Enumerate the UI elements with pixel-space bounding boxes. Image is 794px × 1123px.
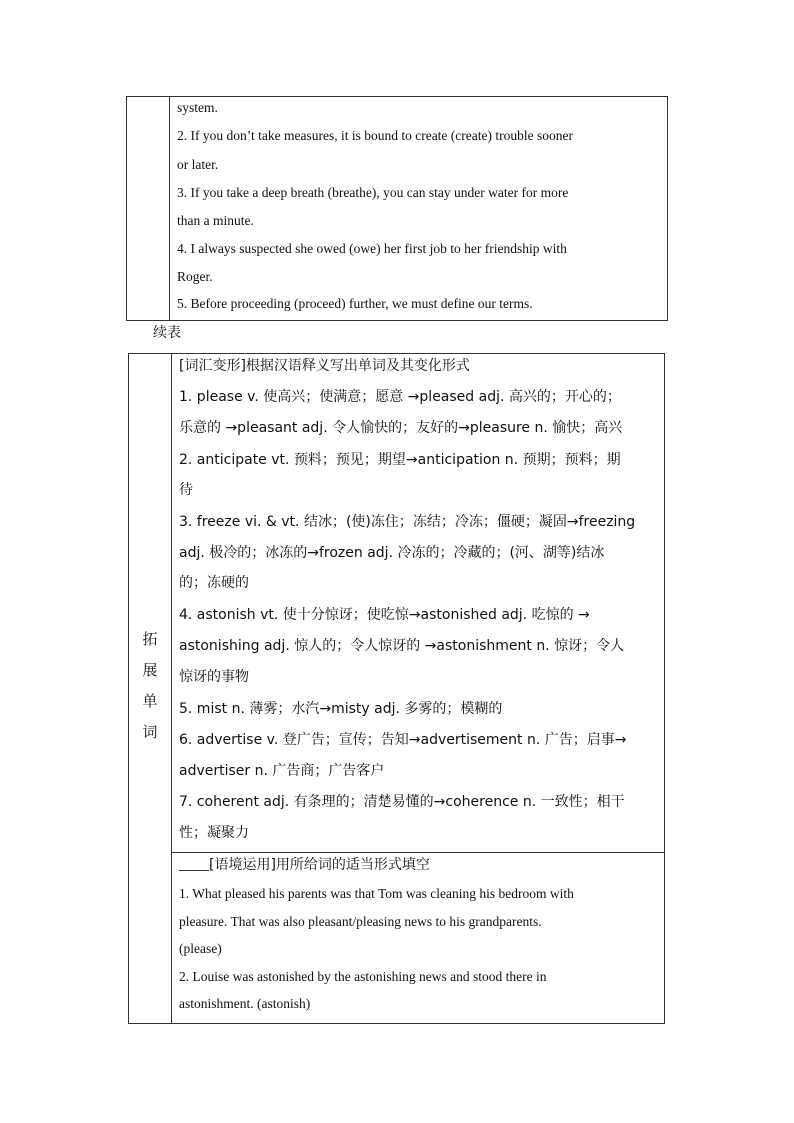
text-line: adj. 极冷的；冰冻的→frozen adj. 冷冻的；冷藏的；(河、湖等)结冰 <box>179 545 605 561</box>
text-line: 惊讶的事物 <box>179 669 249 685</box>
exercise-table-top <box>126 96 668 321</box>
text-line: 4. I always suspected she owed (owe) her first job to her friendship with <box>177 241 567 256</box>
text-line: 5. mist n. 薄雾；水汽→misty adj. 多雾的；模糊的 <box>179 701 503 717</box>
text-line: 的；冻硬的 <box>179 575 249 591</box>
section-title <box>179 856 430 874</box>
side-label <box>129 624 171 748</box>
blank-line <box>179 857 209 871</box>
text-line: 5. Before proceeding (proceed) further, we must define our terms. <box>177 296 533 311</box>
text-line: (please) <box>179 941 222 956</box>
text-line: 7. coherent adj. 有条理的；清楚易懂的→coherence n. 一致性；相干 <box>179 794 625 810</box>
text-line: Roger. <box>177 269 213 284</box>
side-char: 单 <box>142 692 158 710</box>
text-line: 6. advertise v. 登广告；宣传；告知→advertisement n. 广告；启事→ <box>179 732 627 748</box>
section-title-text: [语境运用]用所给词的适当形式填空 <box>209 857 430 873</box>
row-divider <box>171 852 664 853</box>
text-line: astonishing adj. 惊人的；令人惊讶的 →astonishment n. 惊讶；令人 <box>179 638 625 654</box>
text-line: 3. If you take a deep breath (breathe), you can stay under water for more <box>177 185 569 200</box>
text-line: astonishment. (astonish) <box>179 996 311 1011</box>
side-char: 拓 <box>142 630 158 648</box>
text-line: 性；凝聚力 <box>179 825 249 841</box>
text-line: system. <box>177 100 218 115</box>
text-line: advertiser n. 广告商；广告客户 <box>179 763 385 779</box>
text-line: 待 <box>179 482 193 498</box>
text-line: 1. please v. 使高兴；使满意；愿意 →pleased adj. 高兴的；开心的； <box>179 389 621 405</box>
text-line: or later. <box>177 157 219 172</box>
text-line: 乐意的 →pleasant adj. 令人愉快的；友好的→pleasure n. 愉快；高兴 <box>179 420 623 436</box>
column-divider <box>171 354 172 1023</box>
side-char: 词 <box>142 723 158 741</box>
text-line: pleasure. That was also pleasant/pleasing news to his grandparents. <box>179 914 542 929</box>
text-line: 2. If you don’t take measures, it is bound to create (create) trouble sooner <box>177 128 573 143</box>
vocabulary-table <box>128 353 665 1024</box>
column-divider <box>169 97 170 320</box>
text-line: 1. What pleased his parents was that Tom was cleaning his bedroom with <box>179 886 574 901</box>
section-title: [词汇变形]根据汉语释义写出单词及其变化形式 <box>179 358 470 374</box>
text-line: 2. Louise was astonished by the astonishing news and stood there in <box>179 969 547 984</box>
text-line: 4. astonish vt. 使十分惊讶；使吃惊→astonished adj. 吃惊的 → <box>179 607 590 623</box>
side-char: 展 <box>142 661 158 679</box>
text-line: 2. anticipate vt. 预料；预见；期望→anticipation n. 预期；预料；期 <box>179 452 621 468</box>
continued-label: 续表 <box>153 325 181 341</box>
text-line: 3. freeze vi. & vt. 结冰；(使)冻住；冻结；冷冻；僵硬；凝固→freezing <box>179 514 636 530</box>
text-line: than a minute. <box>177 213 254 228</box>
